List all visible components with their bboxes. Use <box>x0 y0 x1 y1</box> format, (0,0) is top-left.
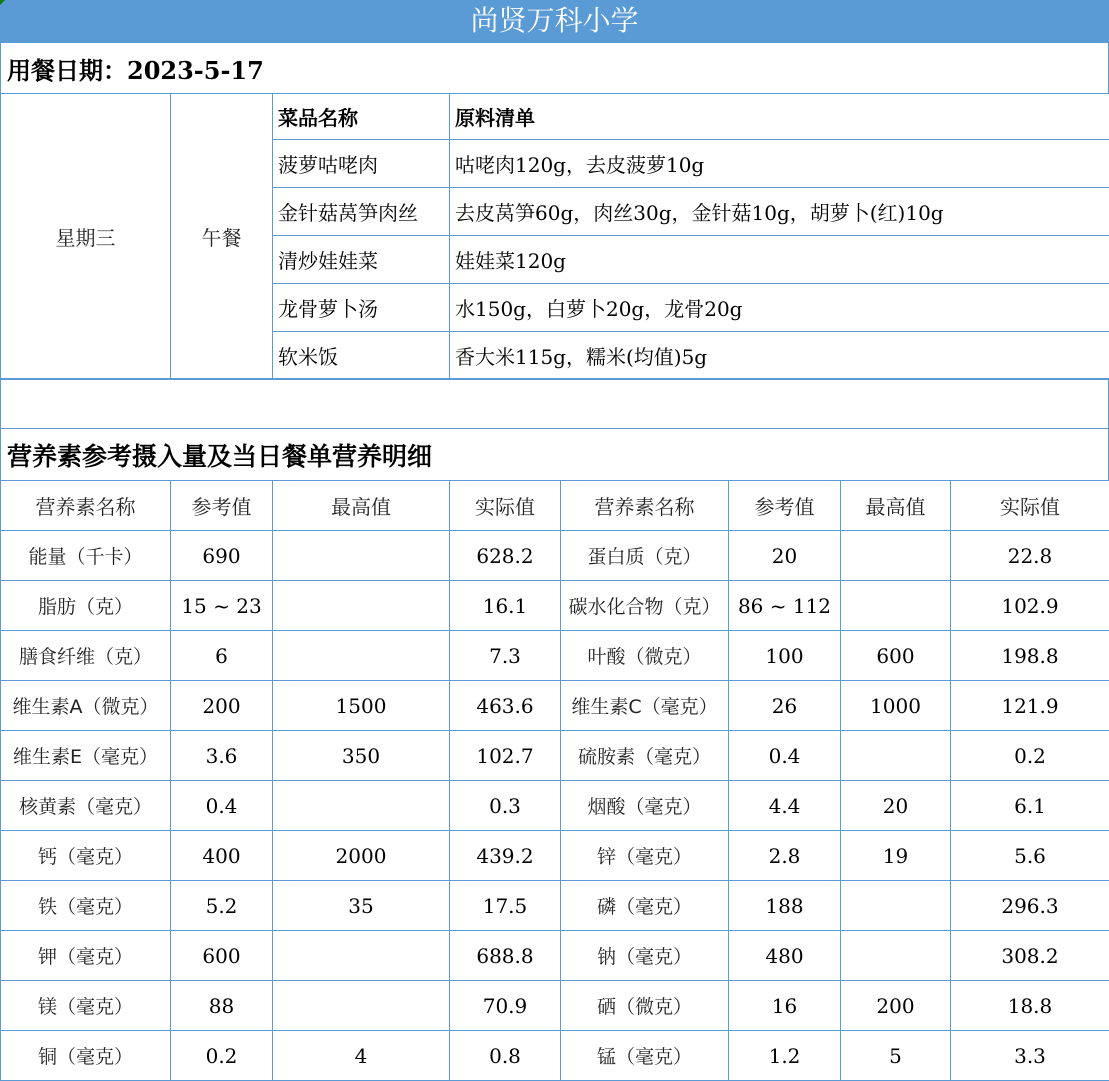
max-value[interactable]: 20 <box>841 781 951 831</box>
actual-value[interactable]: 296.3 <box>951 881 1109 931</box>
cell-corner-marker-icon <box>0 0 5 5</box>
reference-value[interactable]: 88 <box>171 981 273 1031</box>
reference-value[interactable]: 188 <box>729 881 841 931</box>
actual-value[interactable]: 22.8 <box>951 531 1109 581</box>
dish-name[interactable]: 金针菇莴笋肉丝 <box>273 188 450 236</box>
column-header[interactable]: 最高值 <box>841 481 951 531</box>
actual-value[interactable]: 102.9 <box>951 581 1109 631</box>
actual-value[interactable]: 7.3 <box>450 631 561 681</box>
nutrient-name[interactable]: 铜（毫克） <box>1 1031 171 1081</box>
nutrition-row <box>1 931 1109 981</box>
reference-value[interactable]: 5.2 <box>171 881 273 931</box>
dish-name[interactable]: 龙骨萝卜汤 <box>273 284 450 332</box>
nutrient-name[interactable]: 维生素C（毫克） <box>561 681 729 731</box>
column-header[interactable]: 最高值 <box>273 481 450 531</box>
actual-value[interactable]: 0.3 <box>450 781 561 831</box>
reference-value[interactable]: 20 <box>729 531 841 581</box>
max-value[interactable]: 1500 <box>273 681 450 731</box>
reference-value[interactable]: 0.2 <box>171 1031 273 1081</box>
reference-value[interactable]: 1.2 <box>729 1031 841 1081</box>
nutrient-name[interactable]: 维生素A（微克） <box>1 681 171 731</box>
nutrient-name[interactable]: 维生素E（毫克） <box>1 731 171 781</box>
max-value[interactable]: 200 <box>841 981 951 1031</box>
max-value[interactable]: 2000 <box>273 831 450 881</box>
dish-ingredients[interactable]: 香大米115g，糯米(均值)5g <box>450 332 1109 380</box>
date-table <box>0 42 1109 94</box>
nutrition-row <box>1 631 1109 681</box>
reference-value[interactable]: 690 <box>171 531 273 581</box>
reference-value[interactable]: 4.4 <box>729 781 841 831</box>
weekday-cell[interactable]: 星期三 <box>1 94 171 380</box>
max-value[interactable]: 35 <box>273 881 450 931</box>
nutrient-name[interactable]: 烟酸（毫克） <box>561 781 729 831</box>
reference-value[interactable]: 200 <box>171 681 273 731</box>
actual-value[interactable]: 102.7 <box>450 731 561 781</box>
max-value[interactable]: 350 <box>273 731 450 781</box>
nutrient-name[interactable]: 锌（毫克） <box>561 831 729 881</box>
column-header[interactable]: 参考值 <box>171 481 273 531</box>
reference-value[interactable]: 16 <box>729 981 841 1031</box>
reference-value[interactable]: 2.8 <box>729 831 841 881</box>
menu-table <box>0 93 1109 380</box>
reference-value[interactable]: 86 ~ 112 <box>729 581 841 631</box>
actual-value[interactable]: 688.8 <box>450 931 561 981</box>
nutrient-name[interactable]: 钠（毫克） <box>561 931 729 981</box>
actual-value[interactable]: 628.2 <box>450 531 561 581</box>
max-value[interactable] <box>273 581 450 631</box>
max-value[interactable] <box>273 931 450 981</box>
nutrition-row <box>1 831 1109 881</box>
nutrient-name[interactable]: 蛋白质（克） <box>561 531 729 581</box>
max-value[interactable] <box>273 531 450 581</box>
dish-name-header[interactable]: 菜品名称 <box>273 94 450 140</box>
nutrient-name[interactable]: 脂肪（克） <box>1 581 171 631</box>
nutrient-name[interactable]: 硒（微克） <box>561 981 729 1031</box>
max-value[interactable] <box>841 931 951 981</box>
reference-value[interactable]: 15 ~ 23 <box>171 581 273 631</box>
actual-value[interactable]: 17.5 <box>450 881 561 931</box>
dish-ingredients[interactable]: 咕咾肉120g，去皮菠萝10g <box>450 140 1109 188</box>
reference-value[interactable]: 100 <box>729 631 841 681</box>
nutrient-name[interactable]: 膳食纤维（克） <box>1 631 171 681</box>
actual-value[interactable]: 5.6 <box>951 831 1109 881</box>
nutrient-name[interactable]: 锰（毫克） <box>561 1031 729 1081</box>
nutrient-name[interactable]: 镁（毫克） <box>1 981 171 1031</box>
nutrient-name[interactable]: 碳水化合物（克） <box>561 581 729 631</box>
reference-value[interactable]: 480 <box>729 931 841 981</box>
actual-value[interactable]: 18.8 <box>951 981 1109 1031</box>
nutrition-row <box>1 531 1109 581</box>
dish-name[interactable]: 软米饭 <box>273 332 450 380</box>
nutrition-section-header <box>0 428 1109 481</box>
empty-cell[interactable] <box>1 379 1109 429</box>
nutrient-name[interactable]: 钙（毫克） <box>1 831 171 881</box>
nutrient-name[interactable]: 钾（毫克） <box>1 931 171 981</box>
max-value[interactable] <box>841 531 951 581</box>
actual-value[interactable]: 16.1 <box>450 581 561 631</box>
column-header[interactable]: 营养素名称 <box>1 481 171 531</box>
nutrition-row <box>1 881 1109 931</box>
max-value[interactable]: 1000 <box>841 681 951 731</box>
nutrition-row <box>1 781 1109 831</box>
meal-type-cell[interactable]: 午餐 <box>171 94 273 380</box>
actual-value[interactable]: 121.9 <box>951 681 1109 731</box>
school-title-bar <box>0 0 1109 42</box>
max-value[interactable] <box>841 731 951 781</box>
actual-value[interactable]: 463.6 <box>450 681 561 731</box>
ingredients-header[interactable]: 原料清单 <box>450 94 1109 140</box>
reference-value[interactable]: 3.6 <box>171 731 273 781</box>
actual-value[interactable]: 70.9 <box>450 981 561 1031</box>
reference-value[interactable]: 400 <box>171 831 273 881</box>
column-header[interactable]: 实际值 <box>951 481 1109 531</box>
nutrient-name[interactable]: 能量（千卡） <box>1 531 171 581</box>
actual-value[interactable]: 0.8 <box>450 1031 561 1081</box>
nutrition-header-row <box>1 481 1109 531</box>
school-title: 尚贤万科小学 <box>470 4 638 37</box>
max-value[interactable]: 5 <box>841 1031 951 1081</box>
column-header[interactable]: 参考值 <box>729 481 841 531</box>
nutrition-row <box>1 1031 1109 1081</box>
column-header[interactable]: 实际值 <box>450 481 561 531</box>
reference-value[interactable]: 0.4 <box>171 781 273 831</box>
spacer-row <box>0 378 1109 429</box>
nutrition-row <box>1 681 1109 731</box>
max-value[interactable]: 19 <box>841 831 951 881</box>
nutrient-name[interactable]: 铁（毫克） <box>1 881 171 931</box>
max-value[interactable] <box>841 881 951 931</box>
reference-value[interactable]: 600 <box>171 931 273 981</box>
nutrition-row <box>1 981 1109 1031</box>
nutrition-row <box>1 731 1109 781</box>
meal-date-label[interactable]: 用餐日期：2023-5-17 <box>1 43 1109 94</box>
nutrition-row <box>1 581 1109 631</box>
nutrient-name[interactable]: 硫胺素（毫克） <box>561 731 729 781</box>
column-header[interactable]: 营养素名称 <box>561 481 729 531</box>
max-value[interactable] <box>273 631 450 681</box>
actual-value[interactable]: 3.3 <box>951 1031 1109 1081</box>
reference-value[interactable]: 0.4 <box>729 731 841 781</box>
actual-value[interactable]: 0.2 <box>951 731 1109 781</box>
max-value[interactable] <box>273 781 450 831</box>
reference-value[interactable]: 6 <box>171 631 273 681</box>
actual-value[interactable]: 308.2 <box>951 931 1109 981</box>
dish-name[interactable]: 菠萝咕咾肉 <box>273 140 450 188</box>
nutrient-name[interactable]: 核黄素（毫克） <box>1 781 171 831</box>
reference-value[interactable]: 26 <box>729 681 841 731</box>
max-value[interactable]: 4 <box>273 1031 450 1081</box>
dish-ingredients[interactable]: 娃娃菜120g <box>450 236 1109 284</box>
actual-value[interactable]: 439.2 <box>450 831 561 881</box>
nutrient-name[interactable]: 叶酸（微克） <box>561 631 729 681</box>
max-value[interactable]: 600 <box>841 631 951 681</box>
dish-ingredients[interactable]: 水150g，白萝卜20g，龙骨20g <box>450 284 1109 332</box>
actual-value[interactable]: 198.8 <box>951 631 1109 681</box>
dish-ingredients[interactable]: 去皮莴笋60g，肉丝30g，金针菇10g，胡萝卜(红)10g <box>450 188 1109 236</box>
nutrient-name[interactable]: 磷（毫克） <box>561 881 729 931</box>
nutrition-section-title[interactable]: 营养素参考摄入量及当日餐单营养明细 <box>1 429 1109 481</box>
max-value[interactable] <box>841 581 951 631</box>
max-value[interactable] <box>273 981 450 1031</box>
dish-name[interactable]: 清炒娃娃菜 <box>273 236 450 284</box>
nutrition-table <box>0 480 1109 1081</box>
actual-value[interactable]: 6.1 <box>951 781 1109 831</box>
